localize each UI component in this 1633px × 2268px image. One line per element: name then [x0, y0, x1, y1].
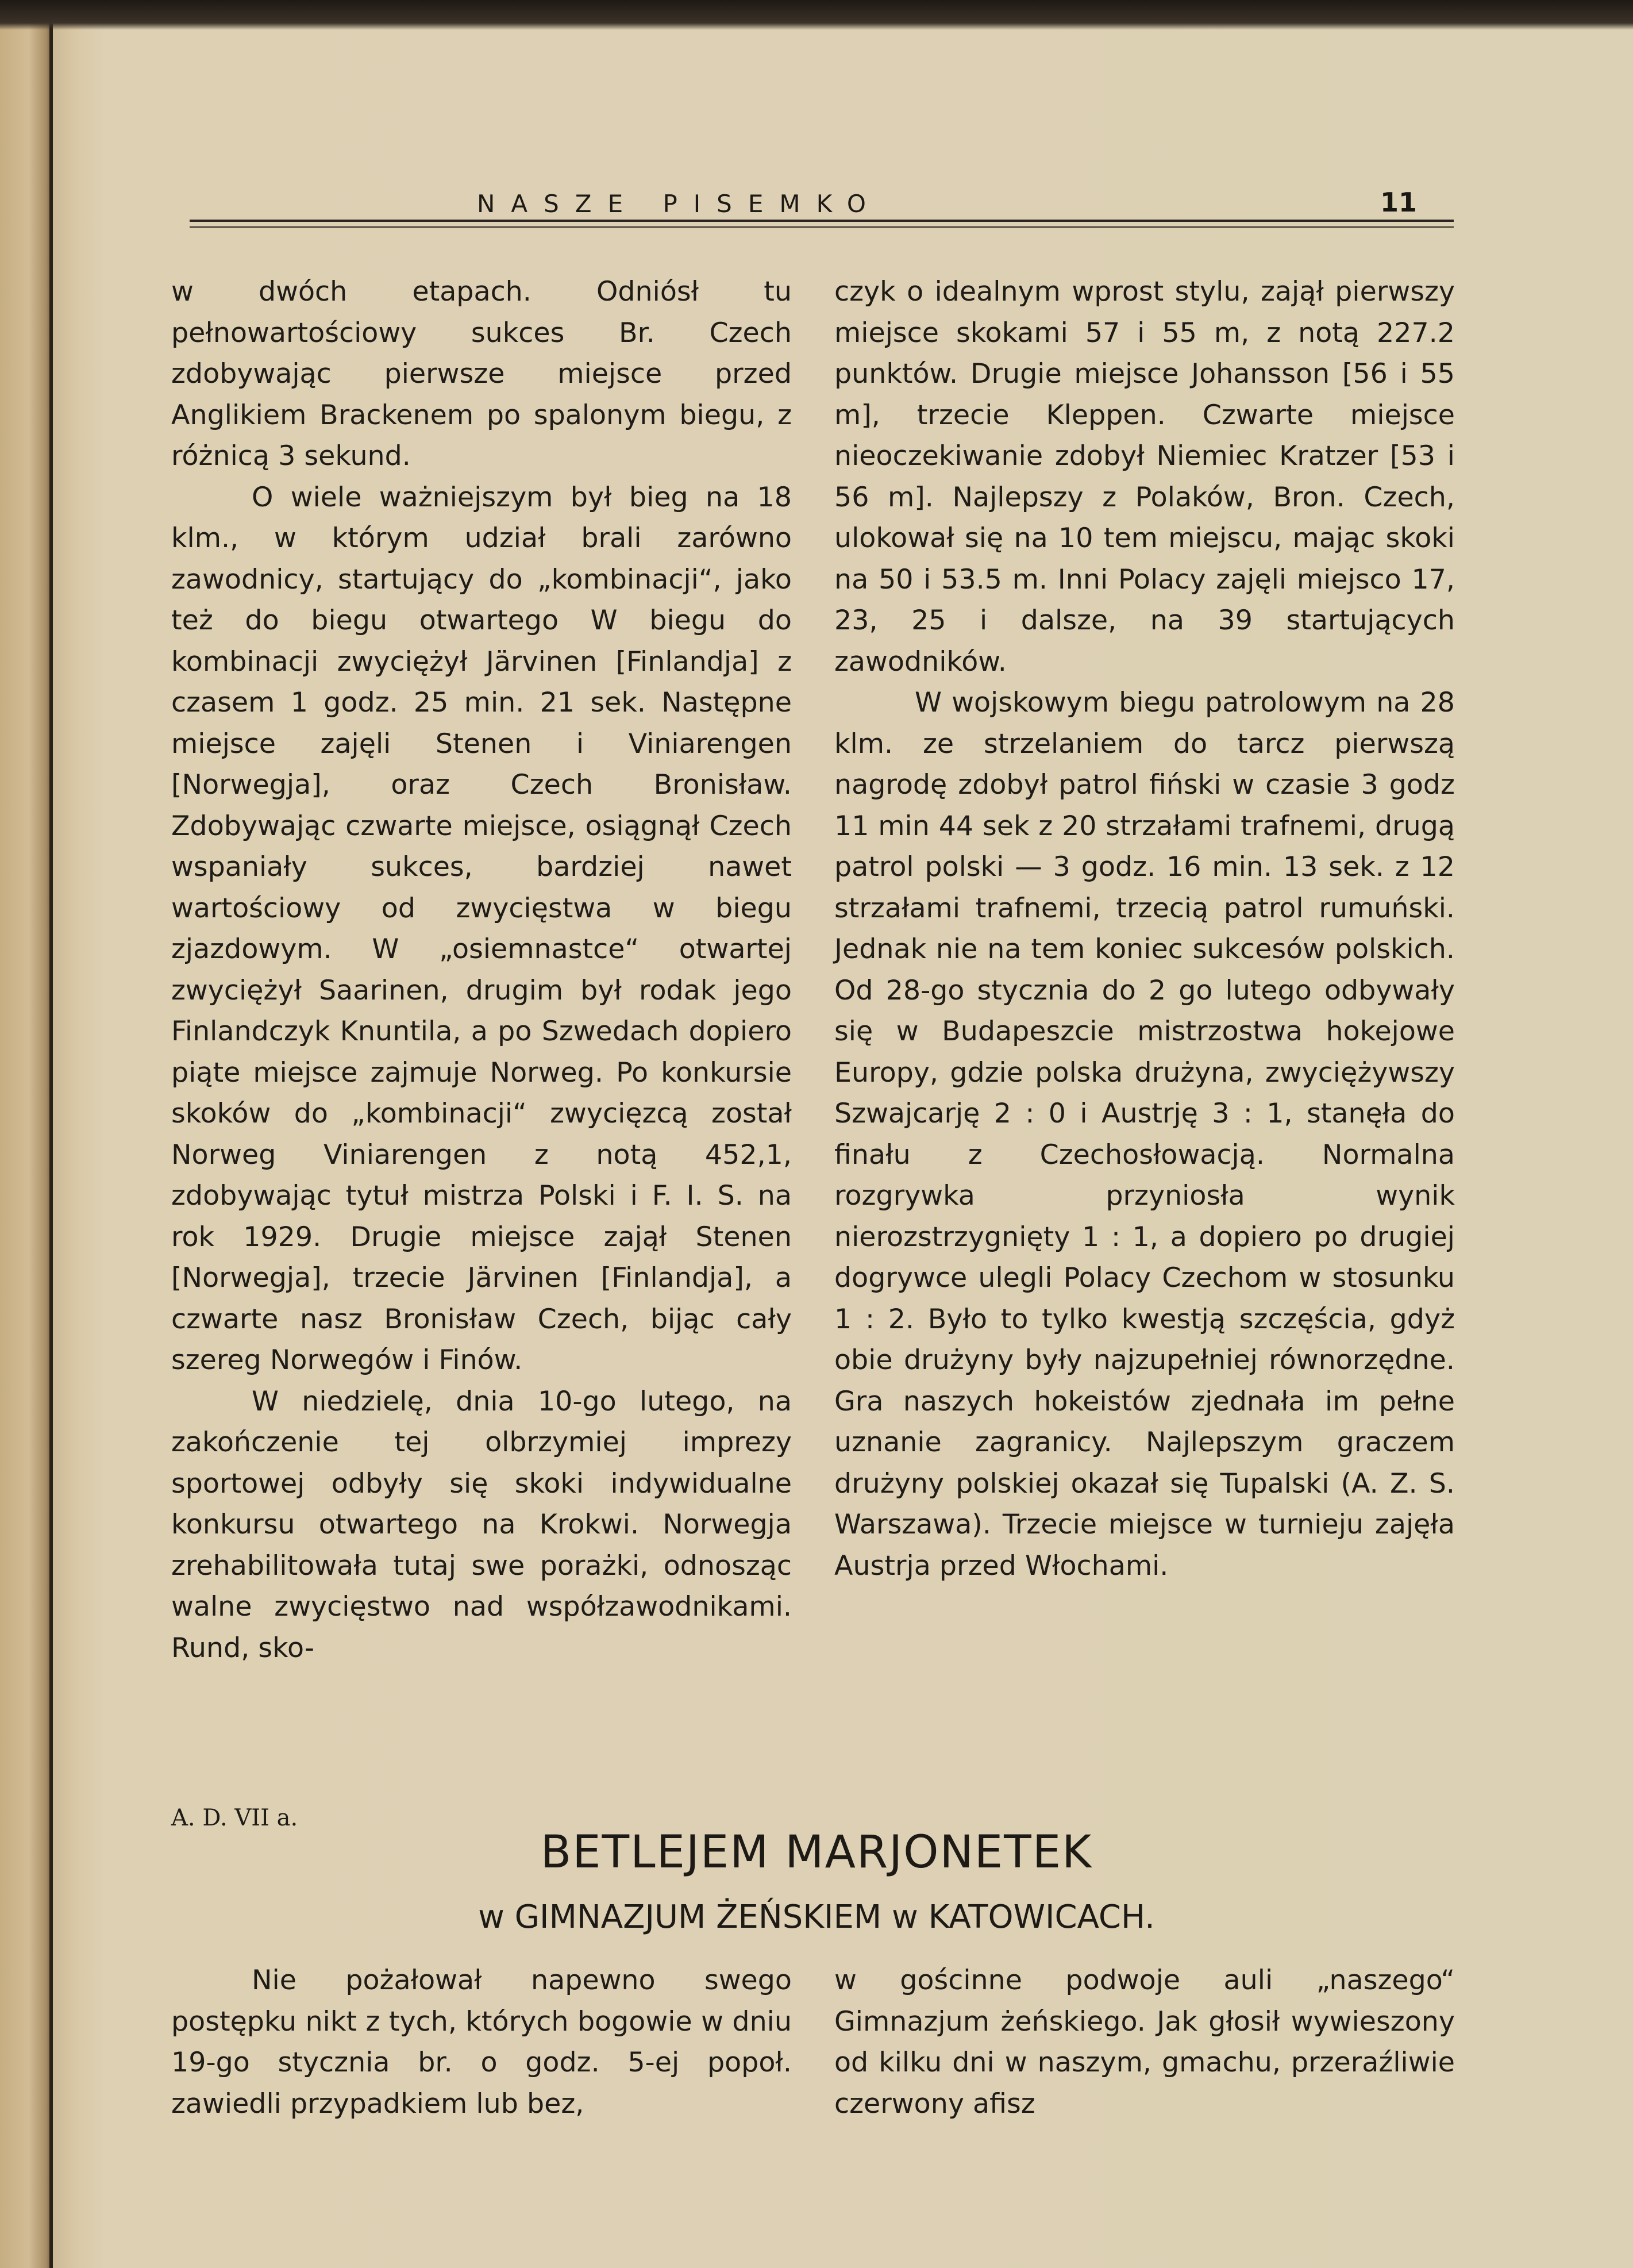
article1-left-column — [171, 271, 792, 1669]
article-subtitle: w GIMNAZJUM ŻEŃSKIEM w KATOWICACH. — [478, 1898, 1155, 1936]
running-title: NASZE PISEMKO — [477, 190, 882, 218]
page-number: 11 — [1380, 187, 1418, 218]
paragraph: W niedzielę, dnia 10-go lutego, na zakończenie tej olbrzymiej imprezy sportowej odbyły się skoki indywidualne konkursu otwartego na Krokwi. Norwegja zrehabilitowała tutaj swe porażki, odnosząc walne zwycięstwo nad współzawodnikami. Rund, sko- — [171, 1385, 792, 1664]
paragraph: W wojskowym biegu patrolowym na 28 klm. ze strzelaniem do tarcz pierwszą nagrodę zdobył patrol fiński w czasie 3 godz 11 min 44 sek z 20 strzałami trafnemi, drugą patrol polski — 3 godz. 16 min. 13 sek. z 12 strzałami trafnemi, trzecią patrol rumuński. Jednak nie na tem koniec sukcesów polskich. Od 28-go stycznia do 2 go lutego odbywały się w Budapeszcie mistrzostwa hokejowe Europy, gdzie polska drużyna, zwyciężywszy Szwajcarję 2 : 0 i Austrję 3 : 1, stanęła do finału z Czechosłowacją. Normalna rozgrywka przyniosła wynik nierozstrzygnięty 1 : 1, a dopiero po drugiej dogrywce ulegli Polacy Czechom w stosunku 1 : 2. Było to tylko kwestją szczęścia, gdyż obie drużyny były najzupełniej równorzędne. Gra naszych hokeistów zjednała im pełne uznanie zagranicy. Najlepszym graczem drużyny polskiej okazał się Tupalski (A. Z. S. Warszawa). Trzecie miejsce w turnieju zajęła Austrja przed Włochami. — [834, 687, 1455, 1582]
paragraph: w dwóch etapach. Odniósł tu pełnowartościowy sukces Br. Czech zdobywając pierwsze miejsce przed Anglikiem Brackenem po spalonym biegu, z różnicą 3 sekund. — [171, 276, 792, 472]
paragraph: O wiele ważniejszym był bieg na 18 klm., w którym udział brali zarówno zawodnicy, startujący do „kombinacji“, jako też do biegu otwartego W biegu do kombinacji zwyciężył Järvinen [Finlandja] z czasem 1 godz. 25 min. 21 sek. Następne miejsce zajęli Stenen i Viniarengen [Norwegja], oraz Czech Bronisław. Zdobywając czwarte miejsce, osiągnął Czech wspaniały sukces, bardziej nawet wartościowy od zwycięstwa w biegu zjazdowym. W „osiemnastce“ otwartej zwyciężył Saarinen, drugim był rodak jego Finlandczyk Knuntila, a po Szwedach dopiero piąte miejsce zajmuje Norweg. Po konkursie skoków do „kombinacji“ zwycięzcą został Norweg Viniarengen z notą 452,1, zdobywając tytuł mistrza Polski i F. I. S. na rok 1929. Drugie miejsce zajął Stenen [Norwegja], trzecie Järvinen [Finlandja], a czwarte nasz Bronisław Czech, bijąc cały szereg Norwegów i Finów. — [171, 481, 792, 1376]
paragraph: Nie pożałował napewno swego postępku nikt z tych, których bogowie w dniu 19-go stycznia br. o godz. 5-ej popoł. zawiedli przypadkiem lub bez, — [171, 1965, 792, 2120]
article2-right-column — [834, 1960, 1455, 2124]
paragraph: w gościnne podwoje auli „naszego“ Gimnazjum żeńskiego. Jak głosił wywieszony od kilku dni w naszym, gmachu, przeraźliwie czerwony afisz — [834, 1965, 1455, 2120]
article-title: BETLEJEM MARJONETEK — [540, 1827, 1093, 1878]
author-signature: A. D. VII a. — [171, 1805, 298, 1831]
header-rule-thin — [190, 226, 1454, 228]
article2-left-column — [171, 1960, 792, 2124]
page-top-edge — [0, 0, 1633, 30]
header-rule-thick — [190, 220, 1454, 222]
paragraph: czyk o idealnym wprost stylu, zajął pierwszy miejsce skokami 57 i 55 m, z notą 227.2 punktów. Drugie miejsce Johansson [56 i 55 m], trzecie Kleppen. Czwarte miejsce nieoczekiwanie zdobył Niemiec Kratzer [53 i 56 m]. Najlepszy z Polaków, Bron. Czech, ulokował się na 10 tem miejscu, mając skoki na 50 i 53.5 m. Inni Polacy zajęli miejsco 17, 23, 25 i dalsze, na 39 startujących zawodników. — [834, 276, 1455, 678]
article1-right-column — [834, 271, 1455, 1586]
